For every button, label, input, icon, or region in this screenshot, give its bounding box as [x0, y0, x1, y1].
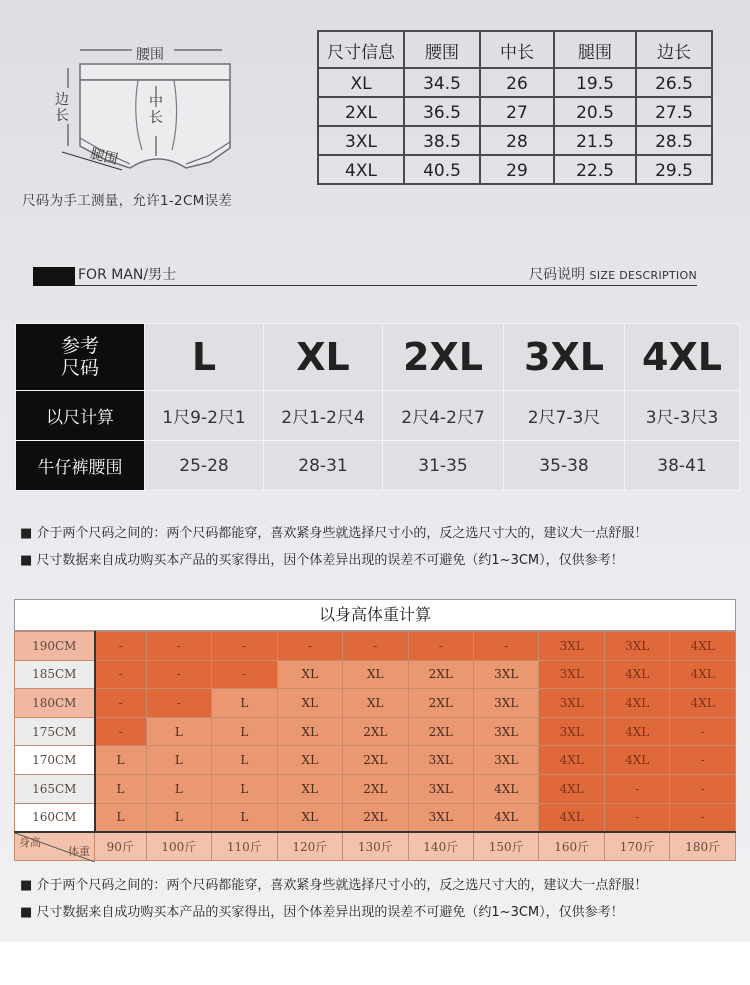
measure-row: [318, 126, 712, 155]
grid-cell: 3XL: [539, 660, 604, 689]
size-desc-label: 尺码说明: [529, 267, 586, 283]
measure-cell: 27: [480, 97, 554, 126]
note-line: ■ 介于两个尺码之间的：两个尺码都能穿，喜欢紧身些就选择尺寸小的，反之选尺寸大的，建议大一点舒服！: [20, 526, 648, 541]
weight-cell: 130斤: [343, 832, 408, 861]
leg-label: 腿围: [88, 145, 120, 169]
side-length-label: 边长: [55, 92, 69, 124]
grid-cell: XL: [277, 660, 342, 689]
grid-cell: -: [604, 774, 669, 803]
grid-cell: -: [408, 632, 473, 661]
corner-weight-label: 体重: [68, 844, 90, 858]
grid-cell: 2XL: [343, 717, 408, 746]
size-cell: XL: [264, 324, 383, 391]
chi-cell: 2尺1-2尺4: [264, 391, 383, 441]
grid-cell: -: [146, 689, 211, 718]
grid-cell: 3XL: [474, 717, 539, 746]
measure-cell: 22.5: [554, 155, 636, 184]
measure-cell: 3XL: [318, 126, 404, 155]
measure-header-cell: 尺寸信息: [318, 31, 404, 68]
grid-cell: 4XL: [670, 632, 736, 661]
size-cell: 3XL: [504, 324, 625, 391]
note-line: ■ 介于两个尺码之间的：两个尺码都能穿，喜欢紧身些就选择尺寸小的，反之选尺寸大的，建议大一点舒服！: [20, 878, 648, 893]
measure-row: [318, 68, 712, 97]
grid-cell: L: [212, 717, 277, 746]
grid-cell: 4XL: [604, 660, 669, 689]
note-line: ■ 尺寸数据来自成功购买本产品的买家得出，因个体差异出现的误差不可避免（约1~3CM），仅供参考！: [20, 905, 624, 920]
measure-row: [318, 97, 712, 126]
weight-cell: 160斤: [539, 832, 604, 861]
grid-cell: -: [670, 746, 736, 775]
size-row: [16, 324, 740, 391]
measure-cell: 36.5: [404, 97, 480, 126]
weight-cell: 150斤: [474, 832, 539, 861]
notes-lower: [20, 872, 647, 926]
grid-cell: 2XL: [408, 717, 473, 746]
grid-cell: 4XL: [670, 660, 736, 689]
height-weight-table: [14, 631, 736, 861]
grid-cell: -: [212, 632, 277, 661]
jeans-row: [16, 441, 740, 491]
header-rule: [75, 285, 697, 286]
measure-row: [318, 155, 712, 184]
briefs-diagram: [50, 38, 270, 188]
grid-cell: 4XL: [539, 803, 604, 832]
measure-cell: 4XL: [318, 155, 404, 184]
measure-header-cell: 边长: [636, 31, 712, 68]
height-weight-grid: [14, 599, 736, 861]
measure-cell: 21.5: [554, 126, 636, 155]
size-cell: 2XL: [383, 324, 504, 391]
height-label: 185CM: [15, 660, 95, 689]
measure-header-row: [318, 31, 712, 68]
size-chart-table: [15, 323, 740, 491]
measure-cell: 26: [480, 68, 554, 97]
weight-cell: 100斤: [146, 832, 211, 861]
jeans-cell: 35-38: [504, 441, 625, 491]
grid-row: [15, 717, 736, 746]
jeans-cell: 25-28: [145, 441, 264, 491]
waist-label: 腰围: [136, 47, 164, 63]
grid-cell: 4XL: [539, 746, 604, 775]
note-line: ■ 尺寸数据来自成功购买本产品的买家得出，因个体差异出现的误差不可避免（约1~3CM），仅供参考！: [20, 553, 624, 568]
grid-cell: 2XL: [408, 689, 473, 718]
middle-length-label: 中长: [149, 94, 163, 126]
grid-cell: 2XL: [343, 803, 408, 832]
grid-cell: -: [670, 803, 736, 832]
grid-cell: 2XL: [343, 774, 408, 803]
grid-cell: XL: [343, 689, 408, 718]
grid-cell: L: [95, 774, 147, 803]
height-label: 175CM: [15, 717, 95, 746]
grid-cell: -: [604, 803, 669, 832]
chi-cell: 2尺4-2尺7: [383, 391, 504, 441]
measure-cell: 29: [480, 155, 554, 184]
header-block: [33, 267, 75, 286]
corner-height-label: 身高: [19, 835, 41, 849]
grid-row: [15, 774, 736, 803]
grid-cell: L: [212, 746, 277, 775]
grid-row: [15, 632, 736, 661]
grid-cell: XL: [277, 689, 342, 718]
measure-cell: 34.5: [404, 68, 480, 97]
measure-caption: 尺码为手工测量，允许1-2CM误差: [22, 193, 233, 209]
grid-cell: -: [670, 774, 736, 803]
grid-cell: 4XL: [604, 717, 669, 746]
height-label: 190CM: [15, 632, 95, 661]
chi-cell: 1尺9-2尺1: [145, 391, 264, 441]
chi-cell: 2尺7-3尺: [504, 391, 625, 441]
height-label: 165CM: [15, 774, 95, 803]
measure-cell: 20.5: [554, 97, 636, 126]
measure-cell: 38.5: [404, 126, 480, 155]
chi-cell: 3尺-3尺3: [625, 391, 740, 441]
weight-cell: 110斤: [212, 832, 277, 861]
grid-cell: 3XL: [539, 717, 604, 746]
grid-cell: -: [474, 632, 539, 661]
grid-cell: 4XL: [539, 774, 604, 803]
section-subtitle: [529, 264, 697, 284]
corner-cell: [15, 832, 95, 861]
grid-cell: XL: [343, 660, 408, 689]
grid-cell: 2XL: [343, 746, 408, 775]
grid-cell: 3XL: [408, 803, 473, 832]
grid-cell: L: [146, 774, 211, 803]
grid-cell: L: [95, 803, 147, 832]
grid-cell: 2XL: [408, 660, 473, 689]
grid-cell: 4XL: [604, 746, 669, 775]
notes-upper: [20, 520, 647, 574]
grid-cell: L: [146, 746, 211, 775]
grid-cell: -: [95, 632, 147, 661]
jeans-cell: 28-31: [264, 441, 383, 491]
grid-cell: 3XL: [539, 689, 604, 718]
ref-label-bottom: 尺码: [60, 357, 99, 379]
chi-row: [16, 391, 740, 441]
measurement-table: [317, 30, 713, 185]
jeans-header: 牛仔裤腰围: [16, 441, 145, 491]
jeans-cell: 31-35: [383, 441, 504, 491]
measure-cell: 29.5: [636, 155, 712, 184]
measure-cell: 27.5: [636, 97, 712, 126]
section-header: [33, 262, 697, 288]
measure-cell: 28.5: [636, 126, 712, 155]
weight-cell: 140斤: [408, 832, 473, 861]
weight-cell: 180斤: [670, 832, 736, 861]
grid-row: [15, 746, 736, 775]
grid-row: [15, 660, 736, 689]
grid-cell: 4XL: [604, 689, 669, 718]
grid-cell: -: [343, 632, 408, 661]
grid-cell: 4XL: [670, 689, 736, 718]
measure-header-cell: 腰围: [404, 31, 480, 68]
grid-cell: 3XL: [474, 746, 539, 775]
measure-cell: 19.5: [554, 68, 636, 97]
measure-cell: 28: [480, 126, 554, 155]
grid-cell: -: [277, 632, 342, 661]
grid-cell: 3XL: [604, 632, 669, 661]
section-title: FOR MAN/男士: [78, 267, 177, 283]
grid-cell: L: [146, 717, 211, 746]
grid-cell: -: [95, 717, 147, 746]
grid-cell: L: [95, 746, 147, 775]
grid-cell: -: [212, 660, 277, 689]
grid-cell: XL: [277, 774, 342, 803]
grid-row: [15, 803, 736, 832]
grid-cell: -: [95, 689, 147, 718]
size-cell: 4XL: [625, 324, 740, 391]
ref-label-top: 参考: [60, 335, 99, 357]
grid-row: [15, 689, 736, 718]
grid-cell: XL: [277, 746, 342, 775]
grid-cell: -: [146, 660, 211, 689]
chi-header: 以尺计算: [16, 391, 145, 441]
height-label: 180CM: [15, 689, 95, 718]
jeans-cell: 38-41: [625, 441, 740, 491]
grid-cell: 4XL: [474, 774, 539, 803]
measure-header-cell: 中长: [480, 31, 554, 68]
grid-cell: -: [95, 660, 147, 689]
weight-cell: 170斤: [604, 832, 669, 861]
weight-cell: 120斤: [277, 832, 342, 861]
grid-title: 以身高体重计算: [14, 599, 736, 631]
measure-cell: 2XL: [318, 97, 404, 126]
grid-cell: L: [212, 774, 277, 803]
grid-cell: 4XL: [474, 803, 539, 832]
grid-cell: XL: [277, 717, 342, 746]
measure-cell: XL: [318, 68, 404, 97]
grid-cell: 3XL: [408, 774, 473, 803]
grid-cell: L: [212, 689, 277, 718]
weight-row: [15, 832, 736, 861]
grid-cell: 3XL: [408, 746, 473, 775]
grid-cell: 3XL: [474, 660, 539, 689]
grid-cell: -: [146, 632, 211, 661]
grid-cell: 3XL: [539, 632, 604, 661]
grid-cell: L: [212, 803, 277, 832]
measure-header-cell: 腿围: [554, 31, 636, 68]
grid-cell: L: [146, 803, 211, 832]
weight-cell: 90斤: [95, 832, 147, 861]
size-cell: L: [145, 324, 264, 391]
grid-cell: -: [670, 717, 736, 746]
grid-cell: XL: [277, 803, 342, 832]
height-label: 160CM: [15, 803, 95, 832]
ref-size-header: [16, 324, 145, 391]
height-label: 170CM: [15, 746, 95, 775]
grid-cell: 3XL: [474, 689, 539, 718]
measure-cell: 40.5: [404, 155, 480, 184]
size-desc-sub: SIZE DESCRIPTION: [589, 269, 697, 282]
measure-cell: 26.5: [636, 68, 712, 97]
